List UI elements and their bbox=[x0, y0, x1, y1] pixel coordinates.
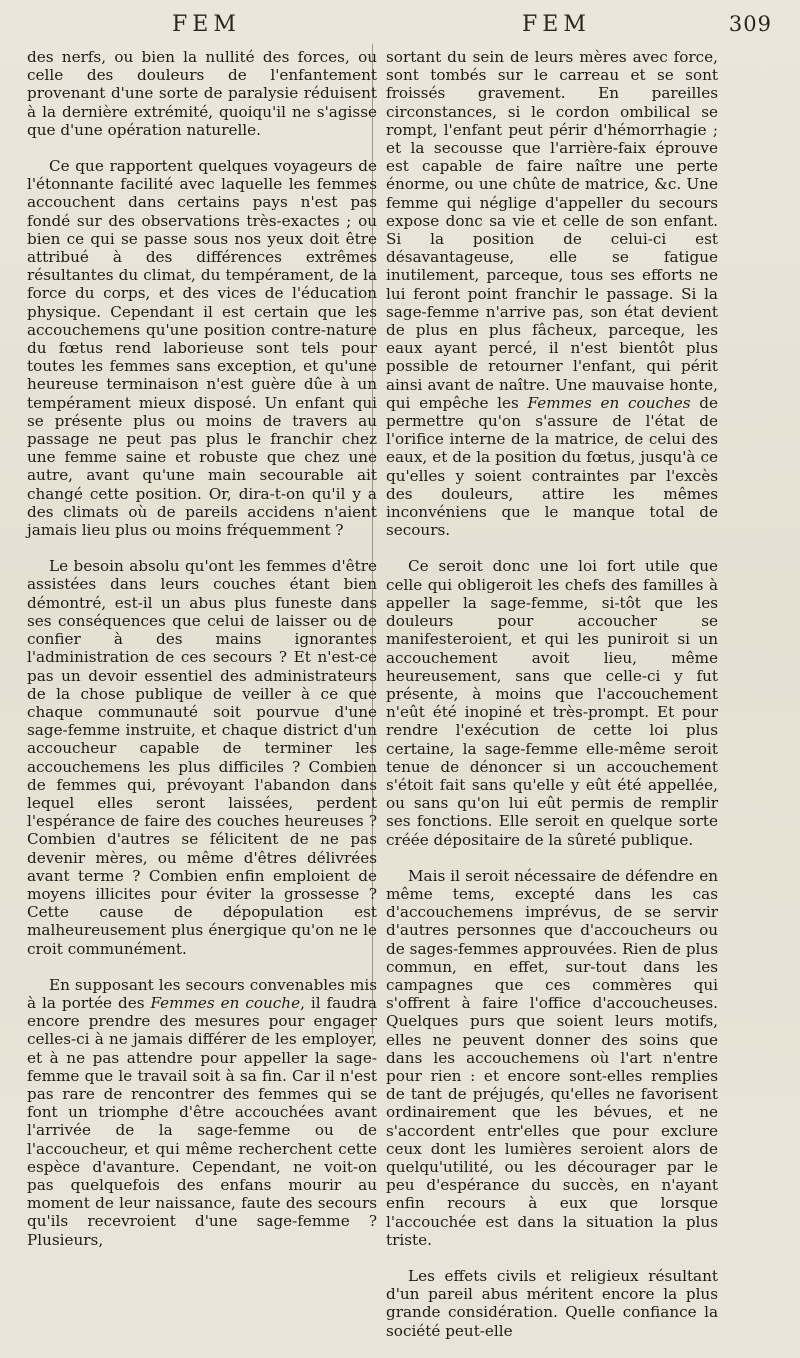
paragraph: des nerfs, ou bien la nullité des forces, ou celle des douleurs de l'enfantement provenant d'une sorte de paralysie réduisent à la dernière extrémité, quoiqu'il ne s'agisse que d'une opération naturelle. bbox=[27, 48, 377, 139]
paragraph bbox=[27, 976, 377, 1249]
italic-term: Femmes en couches bbox=[527, 393, 691, 412]
paragraph: Mais il seroit nécessaire de défendre en même tems, excepté dans les cas d'accouchemens imprévus, de se servir d'autres personnes que d'accoucheurs ou de sages-femmes approuvées. Rien de plus commun, en effet, sur-tout dans les campagnes que ces commères qui s'offrent à faire l'office d'accoucheuses. Quelques purs que soient leurs motifs, elles ne peuvent donner des soins que dans les accouchemens où l'art n'entre pour rien : et encore sont-elles remplies de tant de préjugés, qu'elles ne favorisent ordinairement que les bévues, et ne s'accordent entr'elles que pour exclure ceux dont les lumières seroient alors de quelqu'utilité, ou les décourager par le peu d'espérance du succès, en n'ayant enfin recours à eux que lorsque l'accouchée est dans la situation la plus triste. bbox=[386, 866, 718, 1249]
text-run: , il faudra encore prendre des mesures pour engager celles-ci à ne jamais différer de les employer, et à ne pas attendre pour appeller la sage-femme que le travail soit à sa fin. Car il n'est pas rare de rencontrer des femmes qui se font un triomphe d'être accouchées avant l'arrivée de la sage-femme ou de l'accoucheur, et qui même recherchent cette espèce d'avanture. Cependant, ne voit-on pas quelquefois des enfans mourir au moment de leur naissance, faute des secours qu'ils recevroient d'une sage-femme ? Plusieurs, bbox=[27, 993, 377, 1249]
text-run: En supposant les secours convenables mis à la portée des bbox=[27, 975, 377, 1012]
italic-term: Femmes en couche bbox=[150, 993, 301, 1012]
running-head-left: FEM bbox=[172, 12, 241, 37]
text-run: de permettre qu'on s'assure de l'état de l'orifice interne de la matrice, de celui des eaux, et de la position du fœtus, jusqu'à ce qu'elles y soient contraintes par l'excès des douleurs, attire les mêmes inconvéniens que le manque total de secours. bbox=[386, 393, 718, 540]
page-number: 309 bbox=[728, 12, 772, 36]
running-head-right: FEM bbox=[522, 12, 591, 37]
paragraph bbox=[386, 48, 718, 539]
right-column bbox=[386, 48, 718, 1358]
paragraph: Ce seroit donc une loi fort utile que celle qui obligeroit les chefs des familles à appeller la sage-femme, si-tôt que les douleurs pour accoucher se manifesteroient, et qui les puniroit si un accouchement avoit lieu, même heureusement, sans que celle-ci y fut présente, à moins que l'accouchement n'eût été inopiné et très-prompt. Et pour rendre l'exécution de cette loi plus certaine, la sage-femme elle-même seroit tenue de dénoncer si un accouchement s'étoit fait sans qu'elle y eût été appellée, ou sans qu'on lui eût permis de remplir ses fonctions. Elle seroit en quelque sorte créée dépositaire de la sûreté publique. bbox=[386, 557, 718, 849]
text-run: sortant du sein de leurs mères avec force, sont tombés sur le carreau et se sont froissés gravement. En pareilles circonstances, si le cordon ombilical se rompt, l'enfant peut périr d'hémorrhagie ; et la secousse que l'arrière-faix éprouve est capable de faire naître une perte énorme, ou une chûte de matrice, &c. Une femme qui néglige d'appeller du secours expose donc sa vie et celle de son enfant. Si la position de celui-ci est désavantageuse, elle se fatigue inutilement, parceque, tous ses efforts ne lui feront point franchir le passage. Si la sage-femme n'arrive pas, son état devient de plus en plus fâcheux, parceque, les eaux ayant percé, il n'est bientôt plus possible de retourner l'enfant, qui périt ainsi avant de naître. Une mauvaise honte, qui empêche les bbox=[386, 48, 718, 412]
left-column bbox=[27, 48, 377, 1267]
paragraph: Ce que rapportent quelques voyageurs de l'étonnante facilité avec laquelle les femmes accouchent dans certains pays n'est pas fondé sur des observations très-exactes ; ou bien ce qui se passe sous nos yeux doit être attribué à des différences extrêmes résultantes du climat, du tempérament, de la force du corps, et des vices de l'éducation physique. Cependant il est certain que les accouchemens qu'une position contre-nature du fœtus rend laborieuse sont tels pour toutes les femmes sans exception, et qu'une heureuse terminaison n'est guère dûe à un tempérament mieux disposé. Un enfant qui se présente plus ou moins de travers au passage ne peut pas plus le franchir chez une femme saine et robuste que chez une autre, avant qu'une main secourable ait changé cette position. Or, dira-t-on qu'il y a des climats où de pareils accidens n'aient jamais lieu plus ou moins fréquemment ? bbox=[27, 157, 377, 540]
paragraph: Le besoin absolu qu'ont les femmes d'être assistées dans leurs couches étant bien démontré, est-il un abus plus funeste dans ses conséquences que celui de laisser ou de confier à des mains ignorantes l'administration de ces secours ? Et n'est-ce pas un devoir essentiel des administrateurs de la chose publique de veiller à ce que chaque communauté soit pourvue d'une sage-femme instruite, et chaque district d'un accoucheur capable de terminer les accouchemens les plus difficiles ? Combien de femmes qui, prévoyant l'abandon dans lequel elles seront laissées, perdent l'espérance de faire des couches heureuses ? Combien d'autres se félicitent de ne pas devenir mères, ou même d'êtres délivrées avant terme ? Combien enfin emploient de moyens illicites pour éviter la grossesse ? Cette cause de dépopulation est malheureusement plus énergique qu'on ne le croit communément. bbox=[27, 557, 377, 958]
paragraph: Les effets civils et religieux résultant d'un pareil abus méritent encore la plus grande considération. Quelle confiance la société peut-elle bbox=[386, 1267, 718, 1340]
